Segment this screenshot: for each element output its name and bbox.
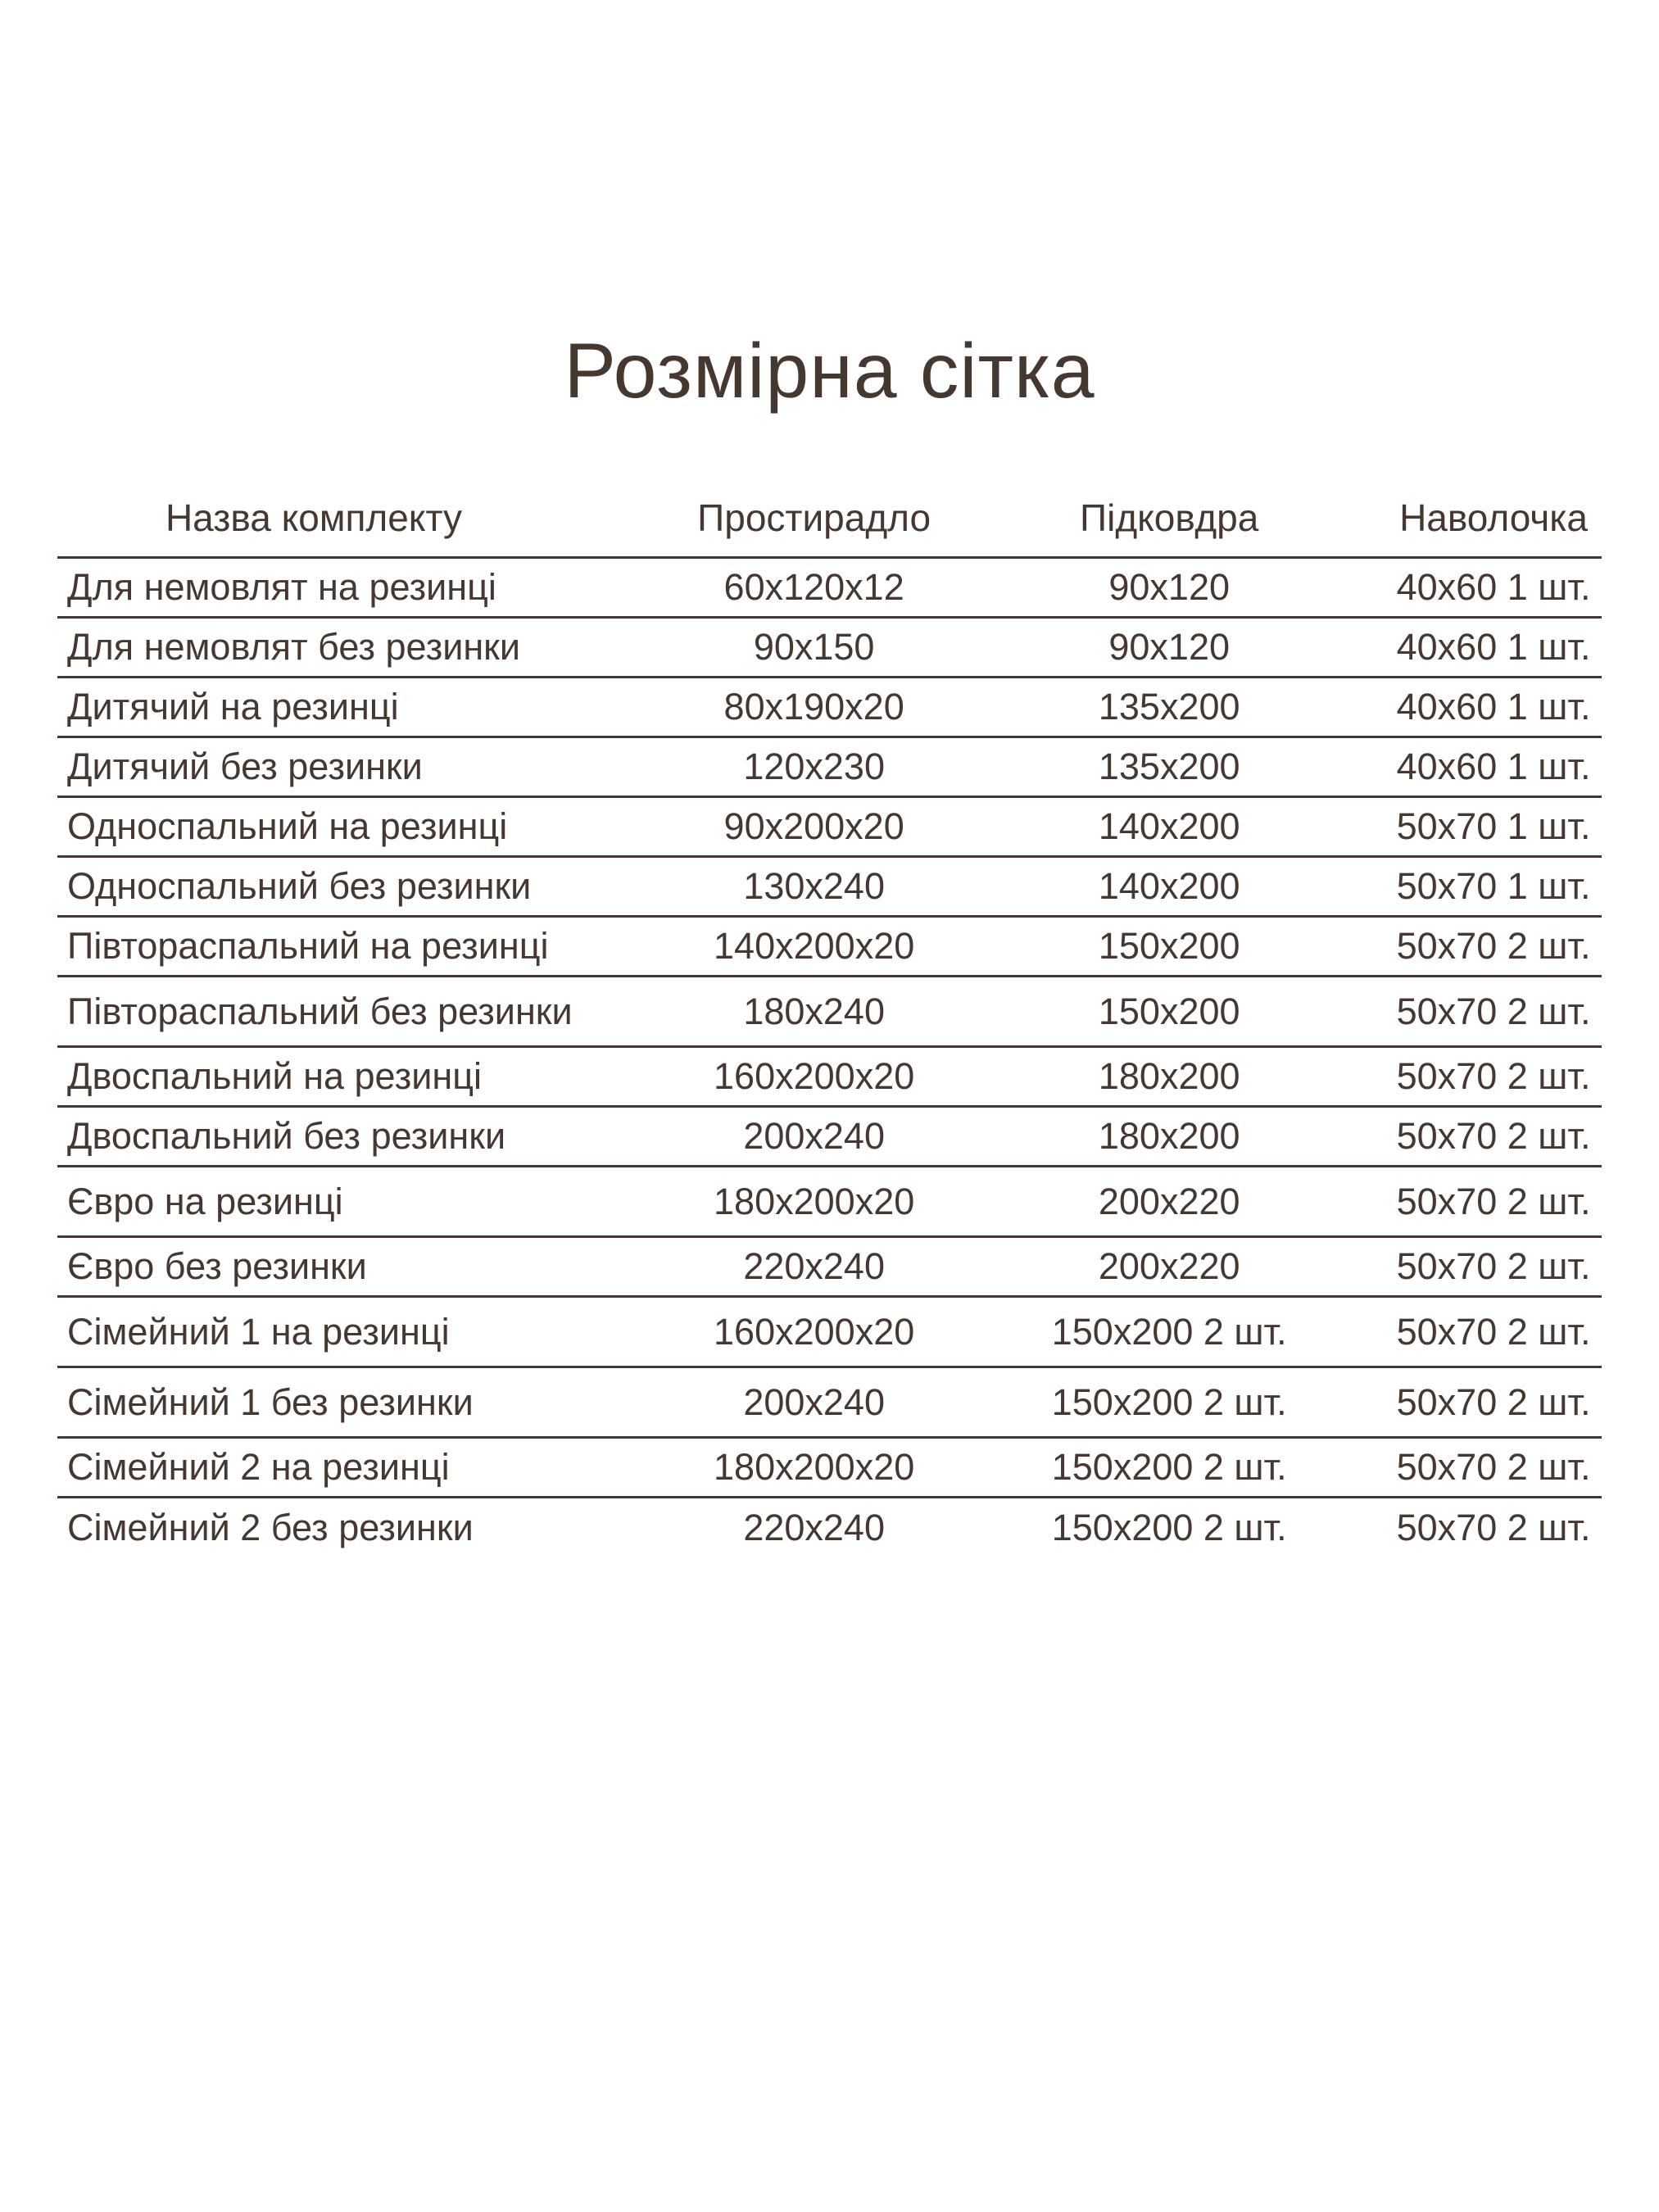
table-body [57, 558, 1602, 1557]
table-row [57, 1367, 1602, 1438]
pillowcase-cell: 40х60 1 шт. [1396, 686, 1591, 728]
sheet-cell: 90х150 [753, 626, 875, 669]
pillowcase-cell: 50х70 2 шт. [1396, 1055, 1591, 1098]
page-title: Розмірна сітка [564, 328, 1095, 415]
set-name-cell: Сімейний 1 на резинці [67, 1310, 450, 1353]
pillowcase-cell: 50х70 2 шт. [1396, 1310, 1591, 1353]
duvet-cell: 180х200 [1098, 1055, 1240, 1098]
set-name-cell: Сімейний 1 без резинки [67, 1380, 474, 1423]
duvet-cell: 135х200 [1098, 746, 1240, 788]
sheet-cell: 180х240 [743, 990, 885, 1032]
duvet-cell: 150х200 2 шт. [1051, 1506, 1287, 1548]
sheet-header: Простирадло [697, 496, 931, 540]
table-row [57, 857, 1602, 917]
table-row [57, 1297, 1602, 1367]
duvet-cell: 180х200 [1098, 1115, 1240, 1158]
set-name-cell: Двоспальний без резинки [67, 1115, 506, 1158]
pillowcase-cell: 50х70 1 шт. [1396, 865, 1591, 908]
sheet-cell: 180х200х20 [714, 1180, 915, 1222]
sheet-cell: 180х200х20 [714, 1446, 915, 1489]
duvet-cell: 150х200 2 шт. [1051, 1446, 1287, 1489]
sheet-cell: 120х230 [743, 746, 885, 788]
pillowcase-cell: 50х70 2 шт. [1396, 1506, 1591, 1548]
duvet-cell: 140х200 [1098, 865, 1240, 908]
table-header-row [57, 492, 1602, 558]
duvet-cell: 150х200 2 шт. [1051, 1380, 1287, 1423]
sheet-cell: 220х240 [743, 1506, 885, 1548]
pillowcase-cell: 50х70 2 шт. [1396, 1446, 1591, 1489]
duvet-cell: 90х120 [1108, 626, 1231, 669]
duvet-cell: 150х200 2 шт. [1051, 1310, 1287, 1353]
set-name-cell: Євро без резинки [67, 1245, 367, 1288]
table-row [57, 1047, 1602, 1107]
table-row [57, 1498, 1602, 1557]
duvet-cell: 90х120 [1108, 566, 1231, 609]
set-name-cell: Півтораспальний на резинці [67, 925, 549, 968]
set-name-cell: Дитячий без резинки [67, 746, 423, 788]
table-row [57, 797, 1602, 857]
table-row [57, 737, 1602, 797]
set-name-cell: Півтораспальний без резинки [67, 990, 573, 1032]
table-row [57, 678, 1602, 737]
sheet-cell: 60х120х12 [723, 566, 904, 609]
set-name-cell: Дитячий на резинці [67, 686, 399, 728]
table-row [57, 1438, 1602, 1498]
set-name-cell: Двоспальний на резинці [67, 1055, 482, 1098]
duvet-cell: 150х200 [1098, 990, 1240, 1032]
set-name-cell: Для немовлят на резинці [67, 566, 496, 609]
sheet-cell: 140х200х20 [714, 925, 915, 968]
sheet-cell: 80х190х20 [723, 686, 904, 728]
pillowcase-cell: 50х70 2 шт. [1396, 925, 1591, 968]
table-header [57, 492, 1602, 558]
duvet-cell: 200х220 [1098, 1180, 1240, 1222]
sheet-cell: 160х200х20 [714, 1310, 915, 1353]
table-row [57, 977, 1602, 1047]
set-name-cell: Односпальний без резинки [67, 865, 532, 908]
table-row [57, 618, 1602, 678]
pillowcase-header: Наволочка [1399, 496, 1588, 540]
pillowcase-cell: 40х60 1 шт. [1396, 566, 1591, 609]
pillowcase-cell: 50х70 2 шт. [1396, 1245, 1591, 1288]
set-name-cell: Для немовлят без резинки [67, 626, 521, 669]
pillowcase-cell: 50х70 2 шт. [1396, 1115, 1591, 1158]
sheet-cell: 200х240 [743, 1380, 885, 1423]
set-name-cell: Сімейний 2 на резинці [67, 1446, 450, 1489]
pillowcase-cell: 50х70 2 шт. [1396, 990, 1591, 1032]
sheet-cell: 200х240 [743, 1115, 885, 1158]
duvet-cell: 140х200 [1098, 805, 1240, 848]
table-row [57, 1237, 1602, 1297]
table-row [57, 558, 1602, 618]
sheet-cell: 130х240 [743, 865, 885, 908]
pillowcase-cell: 40х60 1 шт. [1396, 746, 1591, 788]
set-name-cell: Сімейний 2 без резинки [67, 1506, 474, 1548]
set-name-cell: Односпальний на резинці [67, 805, 508, 848]
duvet-cell: 150х200 [1098, 925, 1240, 968]
sheet-cell: 90х200х20 [723, 805, 904, 848]
sheet-cell: 220х240 [743, 1245, 885, 1288]
table-row [57, 1167, 1602, 1237]
table-row [57, 917, 1602, 977]
pillowcase-cell: 50х70 2 шт. [1396, 1180, 1591, 1222]
pillowcase-cell: 50х70 1 шт. [1396, 805, 1591, 848]
pillowcase-cell: 50х70 2 шт. [1396, 1380, 1591, 1423]
duvet-cell: 200х220 [1098, 1245, 1240, 1288]
size-table [57, 492, 1602, 1557]
pillowcase-cell: 40х60 1 шт. [1396, 626, 1591, 669]
duvet-cell: 135х200 [1098, 686, 1240, 728]
duvet-header: Підковдра [1080, 496, 1259, 540]
set-name-cell: Євро на резинці [67, 1180, 343, 1222]
table-row [57, 1107, 1602, 1167]
sheet-cell: 160х200х20 [714, 1055, 915, 1098]
set-name-header: Назва комплекту [165, 496, 463, 540]
